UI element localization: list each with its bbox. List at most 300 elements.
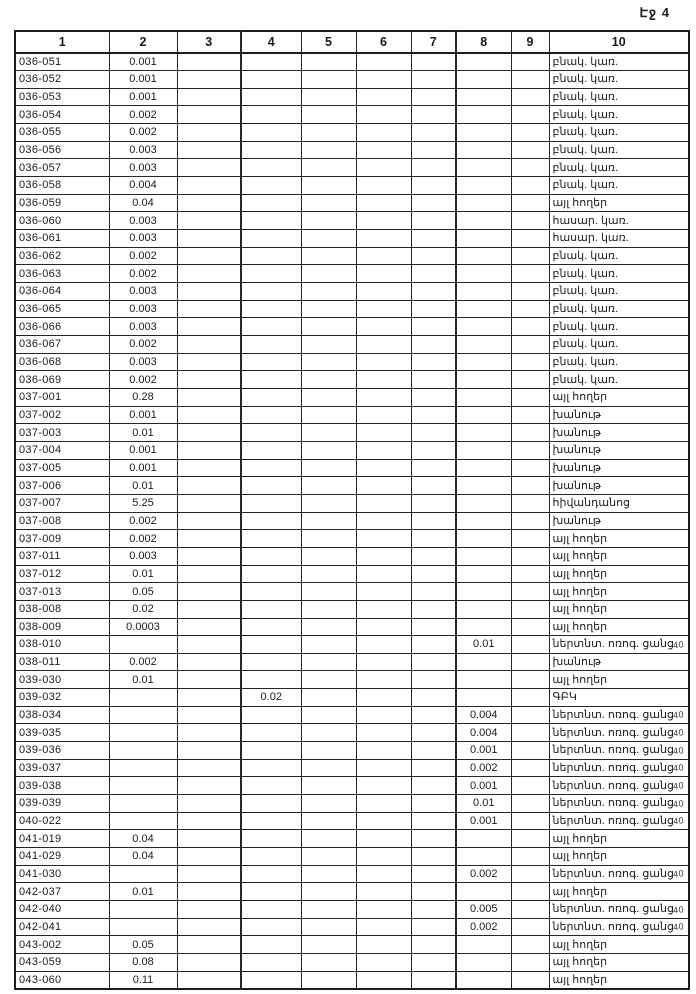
land-use-cell: բնակ. կառ. (549, 124, 689, 142)
empty-cell (301, 406, 356, 424)
land-use-cell: այլ հողեր (549, 194, 689, 212)
empty-cell (356, 124, 411, 142)
area-col4-cell (241, 406, 301, 424)
table-row (15, 547, 689, 565)
area-col4-cell (241, 653, 301, 671)
empty-cell (411, 212, 456, 230)
parcel-code-cell: 041-029 (15, 848, 109, 866)
empty-cell (301, 618, 356, 636)
empty-cell (301, 706, 356, 724)
empty-cell (177, 706, 241, 724)
empty-cell (301, 177, 356, 195)
empty-cell (301, 212, 356, 230)
empty-cell (177, 424, 241, 442)
parcel-code-cell: 043-002 (15, 936, 109, 954)
area-col4-cell (241, 600, 301, 618)
area-col2-cell (109, 689, 177, 707)
empty-cell (356, 159, 411, 177)
empty-cell (411, 883, 456, 901)
empty-cell (177, 901, 241, 919)
empty-cell (356, 53, 411, 71)
empty-cell (356, 247, 411, 265)
empty-cell (177, 671, 241, 689)
area-col8-cell (456, 230, 511, 248)
empty-cell (177, 971, 241, 989)
empty-cell (411, 600, 456, 618)
handwritten-margin-note: 40 (672, 868, 685, 880)
area-col2-cell: 0.001 (109, 88, 177, 106)
area-col4-cell (241, 795, 301, 813)
empty-cell (356, 388, 411, 406)
empty-cell (301, 124, 356, 142)
land-use-cell: բնակ. կառ. (549, 371, 689, 389)
parcel-code-cell: 037-005 (15, 459, 109, 477)
parcel-code-cell: 036-057 (15, 159, 109, 177)
empty-cell (511, 653, 549, 671)
empty-cell (511, 141, 549, 159)
empty-cell (511, 689, 549, 707)
area-col2-cell: 0.02 (109, 600, 177, 618)
area-col2-cell: 0.003 (109, 283, 177, 301)
empty-cell (301, 494, 356, 512)
area-col4-cell (241, 865, 301, 883)
area-col8-cell (456, 883, 511, 901)
table-row (15, 159, 689, 177)
empty-cell (301, 459, 356, 477)
parcel-code-cell: 037-009 (15, 530, 109, 548)
empty-cell (356, 177, 411, 195)
area-col2-cell: 0.003 (109, 353, 177, 371)
table-row (15, 865, 689, 883)
area-col8-cell (456, 106, 511, 124)
area-col2-cell: 5.25 (109, 494, 177, 512)
area-col4-cell (241, 159, 301, 177)
parcel-code-cell: 036-064 (15, 283, 109, 301)
parcel-code-cell: 037-008 (15, 512, 109, 530)
empty-cell (356, 441, 411, 459)
area-col8-cell (456, 406, 511, 424)
empty-cell (411, 459, 456, 477)
area-col2-cell: 0.01 (109, 883, 177, 901)
empty-cell (301, 865, 356, 883)
table-row (15, 388, 689, 406)
area-col4-cell (241, 124, 301, 142)
table-row (15, 795, 689, 813)
column-header-2: 2 (109, 31, 177, 53)
empty-cell (301, 547, 356, 565)
land-use-cell: այլ հողեր (549, 671, 689, 689)
empty-cell (411, 141, 456, 159)
area-col4-cell (241, 547, 301, 565)
empty-cell (411, 194, 456, 212)
land-use-cell: ներտնտ. ոռոգ. ցանց (549, 759, 689, 777)
area-col8-cell (456, 830, 511, 848)
parcel-code-cell: 036-061 (15, 230, 109, 248)
empty-cell (301, 265, 356, 283)
empty-cell (356, 371, 411, 389)
parcel-code-cell: 039-030 (15, 671, 109, 689)
area-col8-cell (456, 265, 511, 283)
handwritten-margin-note: 40 (672, 780, 685, 792)
empty-cell (411, 777, 456, 795)
area-col8-cell (456, 512, 511, 530)
empty-cell (356, 600, 411, 618)
area-col4-cell (241, 212, 301, 230)
area-col4-cell (241, 971, 301, 989)
empty-cell (411, 583, 456, 601)
parcel-code-cell: 036-069 (15, 371, 109, 389)
empty-cell (356, 530, 411, 548)
land-use-cell: բնակ. կառ. (549, 88, 689, 106)
area-col4-cell (241, 759, 301, 777)
land-use-cell: այլ հողեր (549, 600, 689, 618)
empty-cell (411, 106, 456, 124)
table-row (15, 953, 689, 971)
area-col4-cell (241, 777, 301, 795)
header-row (15, 31, 689, 53)
empty-cell (301, 512, 356, 530)
empty-cell (177, 812, 241, 830)
empty-cell (511, 918, 549, 936)
empty-cell (356, 830, 411, 848)
area-col2-cell: 0.001 (109, 441, 177, 459)
empty-cell (356, 283, 411, 301)
empty-cell (356, 865, 411, 883)
empty-cell (511, 441, 549, 459)
table-row (15, 530, 689, 548)
empty-cell (511, 883, 549, 901)
land-use-cell: այլ հողեր (549, 583, 689, 601)
area-col2-cell: 0.003 (109, 547, 177, 565)
empty-cell (511, 212, 549, 230)
area-col8-cell (456, 353, 511, 371)
area-col2-cell: 0.01 (109, 565, 177, 583)
area-col8-cell (456, 547, 511, 565)
empty-cell (411, 918, 456, 936)
table-row (15, 653, 689, 671)
empty-cell (411, 53, 456, 71)
empty-cell (356, 848, 411, 866)
empty-cell (411, 336, 456, 354)
empty-cell (177, 883, 241, 901)
area-col2-cell: 0.0003 (109, 618, 177, 636)
empty-cell (411, 865, 456, 883)
area-col8-cell (456, 212, 511, 230)
parcel-code-cell: 037-007 (15, 494, 109, 512)
empty-cell (411, 71, 456, 89)
parcel-code-cell: 037-001 (15, 388, 109, 406)
area-col8-cell (456, 141, 511, 159)
empty-cell (411, 388, 456, 406)
table-row (15, 353, 689, 371)
empty-cell (356, 653, 411, 671)
parcel-code-cell: 042-040 (15, 901, 109, 919)
empty-cell (511, 318, 549, 336)
empty-cell (177, 406, 241, 424)
empty-cell (356, 689, 411, 707)
handwritten-margin-note: 40 (672, 921, 685, 933)
area-col4-cell (241, 936, 301, 954)
empty-cell (411, 759, 456, 777)
empty-cell (177, 318, 241, 336)
area-col4-cell (241, 353, 301, 371)
land-use-cell: խանութ (549, 424, 689, 442)
land-use-cell: ներտնտ. ոռոգ. ցանց (549, 706, 689, 724)
empty-cell (511, 177, 549, 195)
land-use-cell: բնակ. կառ. (549, 318, 689, 336)
empty-cell (301, 600, 356, 618)
area-col4-cell (241, 830, 301, 848)
table-row (15, 230, 689, 248)
land-use-cell: հիվանդանոց (549, 494, 689, 512)
empty-cell (511, 230, 549, 248)
empty-cell (301, 247, 356, 265)
table-row (15, 424, 689, 442)
area-col4-cell (241, 477, 301, 495)
area-col8-cell (456, 936, 511, 954)
empty-cell (177, 918, 241, 936)
parcel-code-cell: 038-034 (15, 706, 109, 724)
parcel-code-cell: 038-010 (15, 636, 109, 654)
parcel-code-cell: 036-052 (15, 71, 109, 89)
empty-cell (356, 883, 411, 901)
land-use-cell: այլ հողեր (549, 618, 689, 636)
empty-cell (356, 759, 411, 777)
empty-cell (356, 901, 411, 919)
land-use-cell: բնակ. կառ. (549, 159, 689, 177)
column-header-10: 10 (549, 31, 689, 53)
empty-cell (177, 742, 241, 760)
empty-cell (177, 600, 241, 618)
area-col8-cell (456, 247, 511, 265)
table-row (15, 441, 689, 459)
empty-cell (411, 936, 456, 954)
empty-cell (356, 318, 411, 336)
area-col4-cell (241, 177, 301, 195)
parcel-code-cell: 036-066 (15, 318, 109, 336)
empty-cell (411, 901, 456, 919)
area-col2-cell: 0.01 (109, 671, 177, 689)
land-use-cell: բնակ. կառ. (549, 247, 689, 265)
area-col2-cell: 0.001 (109, 406, 177, 424)
land-use-cell: խանութ (549, 406, 689, 424)
land-use-cell: այլ հողեր (549, 953, 689, 971)
area-col8-cell: 0.01 (456, 636, 511, 654)
land-use-cell: այլ հողեր (549, 830, 689, 848)
column-header-1: 1 (15, 31, 109, 53)
empty-cell (177, 689, 241, 707)
land-use-cell: այլ հողեր (549, 547, 689, 565)
empty-cell (177, 371, 241, 389)
table-row (15, 918, 689, 936)
empty-cell (511, 953, 549, 971)
parcel-code-cell: 036-062 (15, 247, 109, 265)
empty-cell (177, 565, 241, 583)
land-use-cell: այլ հողեր (549, 971, 689, 989)
empty-cell (511, 265, 549, 283)
table-row (15, 600, 689, 618)
land-use-cell: բնակ. կառ. (549, 53, 689, 71)
area-col4-cell (241, 636, 301, 654)
land-use-cell: այլ հողեր (549, 883, 689, 901)
empty-cell (301, 371, 356, 389)
table-row (15, 671, 689, 689)
parcel-code-cell: 036-065 (15, 300, 109, 318)
area-col2-cell: 0.004 (109, 177, 177, 195)
area-col2-cell: 0.002 (109, 371, 177, 389)
area-col8-cell (456, 848, 511, 866)
empty-cell (511, 371, 549, 389)
area-col2-cell (109, 865, 177, 883)
empty-cell (177, 459, 241, 477)
area-col2-cell: 0.05 (109, 583, 177, 601)
empty-cell (356, 724, 411, 742)
area-col2-cell: 0.002 (109, 265, 177, 283)
area-col2-cell (109, 918, 177, 936)
empty-cell (511, 71, 549, 89)
table-row (15, 194, 689, 212)
empty-cell (177, 336, 241, 354)
empty-cell (356, 336, 411, 354)
area-col4-cell (241, 106, 301, 124)
area-col4-cell (241, 724, 301, 742)
area-col4-cell (241, 441, 301, 459)
empty-cell (511, 530, 549, 548)
empty-cell (177, 300, 241, 318)
handwritten-margin-note: 40 (672, 727, 685, 739)
handwritten-margin-note: 40 (672, 744, 685, 757)
land-use-cell: բնակ. կառ. (549, 141, 689, 159)
empty-cell (356, 477, 411, 495)
empty-cell (411, 247, 456, 265)
empty-cell (301, 953, 356, 971)
empty-cell (356, 742, 411, 760)
parcel-code-cell: 037-011 (15, 547, 109, 565)
parcel-code-cell: 043-060 (15, 971, 109, 989)
area-col4-cell (241, 953, 301, 971)
area-col2-cell: 0.04 (109, 830, 177, 848)
area-col8-cell (456, 318, 511, 336)
table-row (15, 901, 689, 919)
empty-cell (356, 194, 411, 212)
area-col8-cell (456, 653, 511, 671)
parcel-code-cell: 039-036 (15, 742, 109, 760)
empty-cell (301, 583, 356, 601)
empty-cell (411, 177, 456, 195)
parcel-code-cell: 036-058 (15, 177, 109, 195)
empty-cell (411, 283, 456, 301)
empty-cell (511, 247, 549, 265)
empty-cell (511, 759, 549, 777)
area-col8-cell (456, 618, 511, 636)
empty-cell (511, 159, 549, 177)
table-row (15, 265, 689, 283)
area-col8-cell (456, 953, 511, 971)
empty-cell (511, 283, 549, 301)
empty-cell (411, 159, 456, 177)
empty-cell (177, 530, 241, 548)
land-use-cell: ներտնտ. ոռոգ. ցանց (549, 812, 689, 830)
land-use-cell: ներտնտ. ոռոգ. ցանց (549, 865, 689, 883)
handwritten-margin-note: 40 (672, 903, 685, 916)
empty-cell (177, 88, 241, 106)
area-col4-cell (241, 388, 301, 406)
empty-cell (177, 477, 241, 495)
land-use-cell: խանութ (549, 441, 689, 459)
table-row (15, 71, 689, 89)
table-row (15, 971, 689, 989)
area-col8-cell: 0.005 (456, 901, 511, 919)
area-col2-cell: 0.003 (109, 230, 177, 248)
empty-cell (411, 371, 456, 389)
area-col4-cell (241, 565, 301, 583)
land-use-cell: բնակ. կառ. (549, 177, 689, 195)
parcel-code-cell: 037-003 (15, 424, 109, 442)
area-col8-cell (456, 53, 511, 71)
empty-cell (511, 795, 549, 813)
area-col2-cell: 0.002 (109, 124, 177, 142)
parcel-code-cell: 041-019 (15, 830, 109, 848)
empty-cell (511, 742, 549, 760)
area-col8-cell (456, 494, 511, 512)
empty-cell (511, 547, 549, 565)
empty-cell (356, 300, 411, 318)
empty-cell (356, 106, 411, 124)
empty-cell (301, 901, 356, 919)
empty-cell (301, 653, 356, 671)
empty-cell (356, 636, 411, 654)
area-col2-cell: 0.04 (109, 194, 177, 212)
empty-cell (356, 936, 411, 954)
table-row (15, 336, 689, 354)
area-col8-cell (456, 71, 511, 89)
area-col2-cell: 0.001 (109, 459, 177, 477)
empty-cell (177, 636, 241, 654)
handwritten-margin-note: 40 (672, 762, 685, 774)
land-use-cell: ներտնտ. ոռոգ. ցանց (549, 742, 689, 760)
empty-cell (301, 283, 356, 301)
parcel-code-cell: 043-059 (15, 953, 109, 971)
table-row (15, 177, 689, 195)
area-col2-cell: 0.28 (109, 388, 177, 406)
empty-cell (177, 759, 241, 777)
parcel-code-cell: 038-011 (15, 653, 109, 671)
area-col2-cell: 0.05 (109, 936, 177, 954)
area-col4-cell (241, 424, 301, 442)
column-header-9: 9 (511, 31, 549, 53)
empty-cell (356, 777, 411, 795)
area-col2-cell: 0.002 (109, 653, 177, 671)
area-col2-cell (109, 777, 177, 795)
empty-cell (511, 706, 549, 724)
empty-cell (301, 883, 356, 901)
area-col8-cell (456, 530, 511, 548)
page-number: Էջ 4 (639, 5, 670, 20)
area-col8-cell (456, 88, 511, 106)
empty-cell (356, 212, 411, 230)
empty-cell (511, 936, 549, 954)
empty-cell (411, 812, 456, 830)
empty-cell (511, 565, 549, 583)
area-col2-cell: 0.003 (109, 318, 177, 336)
area-col8-cell: 0.002 (456, 918, 511, 936)
empty-cell (411, 618, 456, 636)
area-col8-cell (456, 388, 511, 406)
empty-cell (301, 336, 356, 354)
handwritten-margin-note: 40 (672, 639, 685, 651)
area-col2-cell: 0.002 (109, 336, 177, 354)
area-col4-cell (241, 283, 301, 301)
